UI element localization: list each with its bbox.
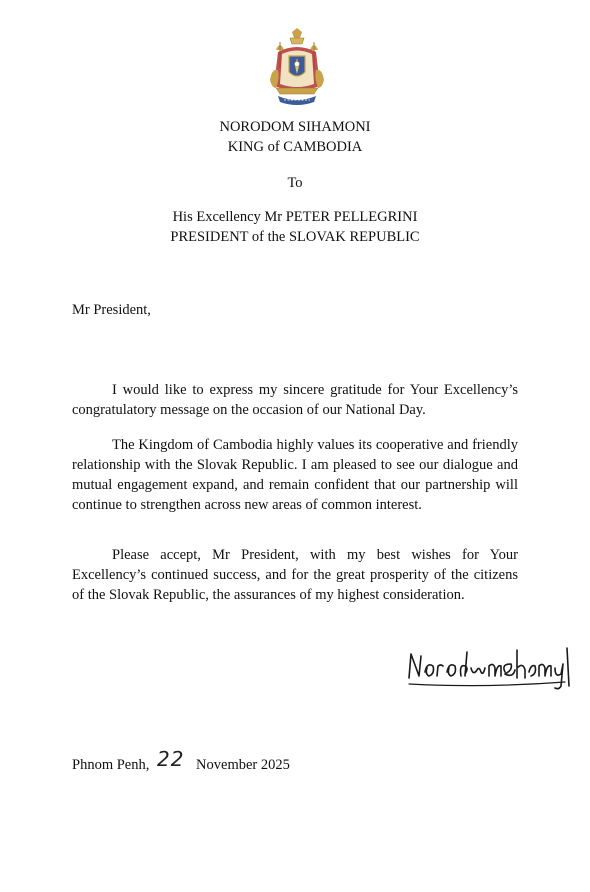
place-date-line [72, 747, 290, 774]
sender-block [0, 117, 590, 157]
recipient-name: His Excellency Mr PETER PELLEGRINI [172, 209, 418, 225]
body-paragraph-3: Please accept, Mr President, with my best wishes for Your Excellency’s continued success, and for the great prosperity of the citizens of the Slovak Republic, the assurances of my highest consideration. [72, 547, 518, 603]
to-label: To [287, 175, 303, 191]
body-paragraph-1: I would like to express my sincere gratitude for Your Excellency’s congratulatory message on the occasion of our National Day. [72, 382, 518, 418]
month-year: November 2025 [196, 757, 290, 773]
recipient-block [0, 207, 590, 247]
sender-title: KING of CAMBODIA [227, 139, 363, 155]
salutation: Mr President, [72, 302, 151, 318]
body-paragraph-2: The Kingdom of Cambodia highly values its cooperative and friendly relationship with the Slovak Republic. I am pleased to see our dialogue and mutual engagement expand, and remain confident that our partnership will continue to strengthen across new areas of common interest. [72, 437, 518, 513]
royal-crest-emblem [262, 28, 332, 108]
handwritten-day: 22 [156, 747, 185, 771]
sender-name: NORODOM SIHAMONI [219, 119, 371, 135]
handwritten-signature [405, 642, 575, 692]
recipient-title: PRESIDENT of the SLOVAK REPUBLIC [170, 229, 420, 245]
place: Phnom Penh, [72, 757, 150, 773]
